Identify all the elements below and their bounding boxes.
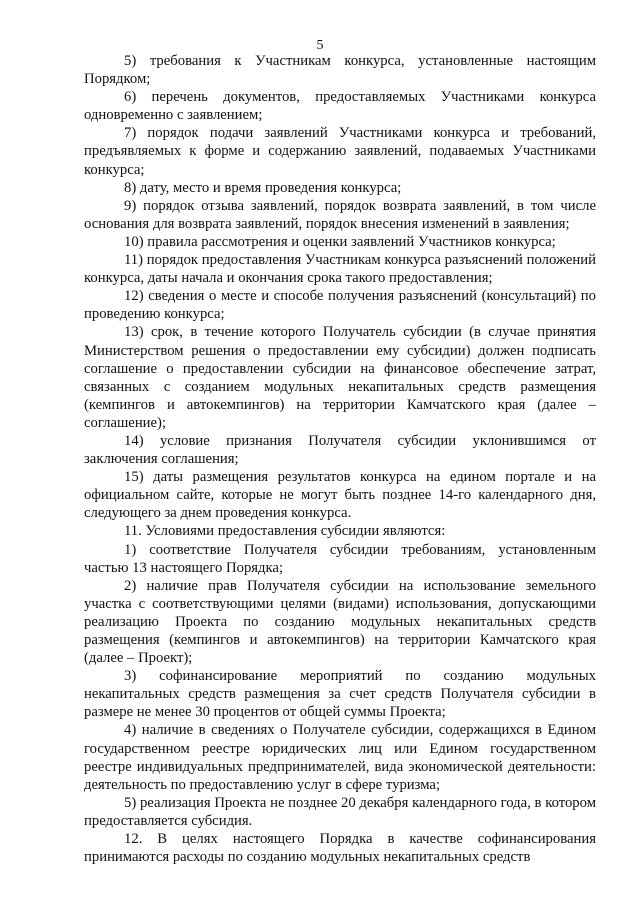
paragraph-item-6-documents: 6) перечень документов, предоставляемых Участниками конкурса одновременно с заявлением;: [84, 89, 596, 124]
document-body: [84, 52, 596, 866]
condition-4-registry: 4) наличие в сведениях о Получателе субсидии, содержащихся в Едином государственном реестре юридических лиц или Едином государственном реестре индивидуальных предпринимателей, вида экономической деятельности: деятельность по предоставлению услуг в сфере туризма;: [84, 722, 596, 793]
paragraph-item-11-clarifications: 11) порядок предоставления Участникам конкурса разъяснений положений конкурса, даты начала и окончания срока такого предоставления;: [84, 252, 596, 287]
page-number: 5: [316, 38, 324, 53]
paragraph-item-13-agreement-term: 13) срок, в течение которого Получатель субсидии (в случае принятия Министерством решения о предоставлении ему субсидии) должен подписать соглашение о предоставлении субсидии на финансовое обеспечение затрат, связанных с созданием модульных некапитальных средств размещения (кемпингов и автокемпингов) на территории Камчатского края (далее – соглашение);: [84, 324, 596, 431]
condition-3-cofinancing: 3) софинансирование мероприятий по созданию модульных некапитальных средств размещения за счет средств Получателя субсидии в размере не менее 30 процентов от общей суммы Проекта;: [84, 668, 596, 721]
condition-2-land-rights: 2) наличие прав Получателя субсидии на использование земельного участка с соответствующими целями (видами) использования, допускающими реализацию Проекта по созданию модульных некапитальных средств размещения (кемпингов и автокемпингов) на территории Камчатского края (далее – Проект);: [84, 577, 596, 667]
paragraph-item-8-date-place: 8) дату, место и время проведения конкурса;: [124, 179, 402, 196]
condition-5-deadline: 5) реализация Проекта не позднее 20 декабря календарного года, в котором предоставляется субсидия.: [84, 794, 596, 829]
paragraph-item-9-withdrawal: 9) порядок отзыва заявлений, порядок возврата заявлений, в том числе основания для возврата заявлений, порядок внесения изменений в заявления;: [84, 197, 596, 232]
paragraph-item-15-results: 15) даты размещения результатов конкурса на едином портале и на официальном сайте, которые не могут быть позднее 14-го календарного дня, следующего за днем проведения конкурса.: [84, 469, 596, 522]
section-11-heading: 11. Условиями предоставления субсидии являются:: [124, 523, 446, 540]
paragraph-item-10-rules: 10) правила рассмотрения и оценки заявлений Участников конкурса;: [124, 233, 556, 250]
paragraph-item-14-evasion: 14) условие признания Получателя субсидии уклонившимся от заключения соглашения;: [84, 432, 596, 468]
paragraph-item-7-submission: 7) порядок подачи заявлений Участниками конкурса и требований, предъявляемых к форме и содержанию заявлений, подаваемых Участниками конкурса;: [84, 125, 596, 178]
condition-1-compliance: 1) соответствие Получателя субсидии требованиям, установленным частью 13 настоящего Порядка;: [84, 541, 596, 576]
paragraph-item-12-consultations: 12) сведения о месте и способе получения разъяснений (консультаций) по проведению конкурса;: [84, 288, 596, 323]
paragraph-item-5-requirements: 5) требования к Участникам конкурса, установленные настоящим Порядком;: [84, 53, 596, 88]
section-12-paragraph: 12. В целях настоящего Порядка в качестве софинансирования принимаются расходы по созданию модульных некапитальных средств: [84, 831, 596, 866]
